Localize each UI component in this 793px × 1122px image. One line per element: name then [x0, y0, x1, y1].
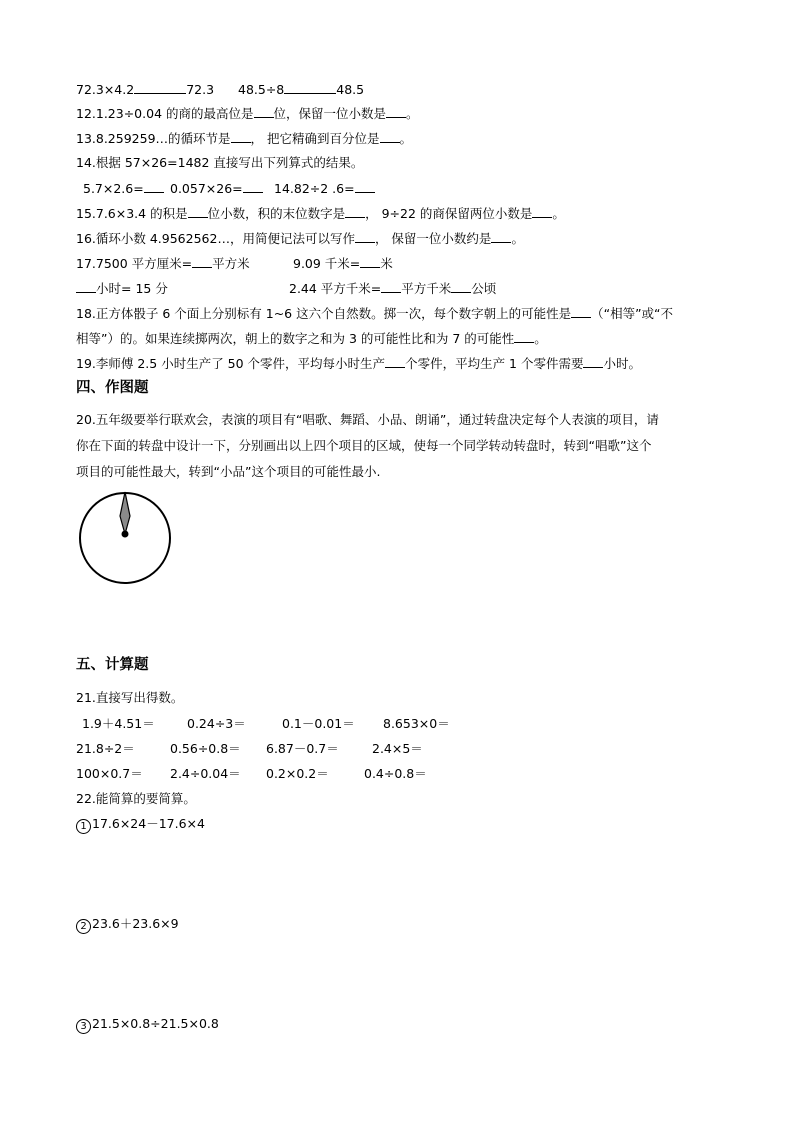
calc-item: 0.2×0.2＝ — [266, 766, 329, 781]
circled-number: 1 — [76, 819, 91, 834]
q17-a-unit: 平方米 — [212, 256, 250, 271]
q15-text-4: 。 — [552, 206, 565, 221]
answer-blank[interactable] — [386, 105, 406, 118]
section-heading-drawing: 四、作图题 — [76, 380, 149, 396]
q11-b-expr: 48.5÷8 — [238, 82, 285, 97]
q11-a-expr: 72.3×4.2 — [76, 82, 135, 97]
answer-blank[interactable] — [381, 280, 401, 293]
question-20-line-1: 20.五年级要举行联欢会，表演的项目有“唱歌、舞蹈、小品、朗诵”，通过转盘决定每个人表演的项目，请 — [76, 412, 659, 427]
q19-text-3: 小时。 — [603, 356, 641, 371]
q22-expr: 21.5×0.8÷21.5×0.8 — [92, 1016, 219, 1031]
answer-blank[interactable] — [76, 280, 96, 293]
q12-text-3: 。 — [406, 106, 419, 121]
q18-text-4: 。 — [534, 331, 547, 346]
calc-item: 100×0.7＝ — [76, 766, 143, 781]
spinner-pivot — [122, 531, 129, 538]
circled-number: 2 — [76, 919, 91, 934]
answer-blank[interactable] — [345, 205, 365, 218]
question-18-line-1 — [76, 305, 673, 322]
q17-a-text: 17.7500 平方厘米= — [76, 256, 193, 271]
q14-c: 14.82÷2 .6= — [274, 181, 355, 196]
q17-c-text: 小时= 15 分 — [96, 281, 168, 296]
question-12 — [76, 105, 419, 122]
q12-text-2: 位，保留一位小数是 — [273, 106, 387, 121]
answer-blank[interactable] — [451, 280, 471, 293]
question-15 — [76, 205, 565, 222]
q22-item-3 — [76, 1016, 219, 1034]
q11-a-rhs: 72.3 — [186, 82, 215, 97]
q19-text-2: 个零件，平均生产 1 个零件需要 — [405, 356, 584, 371]
q15-text-1: 15.7.6×3.4 的积是 — [76, 206, 188, 221]
calc-item: 1.9＋4.51＝ — [82, 716, 155, 731]
q17-b-unit: 米 — [380, 256, 393, 271]
answer-blank[interactable] — [583, 355, 603, 368]
answer-blank[interactable] — [532, 205, 552, 218]
answer-blank[interactable] — [385, 355, 405, 368]
q22-item-2 — [76, 916, 179, 934]
q13-text-1: 13.8.259259…的循环节是 — [76, 131, 231, 146]
answer-blank[interactable] — [491, 230, 511, 243]
q14-a: 5.7×2.6= — [83, 181, 144, 196]
answer-blank[interactable] — [144, 180, 164, 193]
answer-blank[interactable] — [192, 255, 212, 268]
answer-blank[interactable] — [571, 305, 591, 318]
q22-item-1 — [76, 816, 205, 834]
question-16 — [76, 230, 524, 247]
answer-blank[interactable] — [355, 180, 375, 193]
q22-expr: 17.6×24－17.6×4 — [92, 816, 205, 831]
q17-d-unit: 平方千米 — [401, 281, 452, 296]
circled-number: 3 — [76, 1019, 91, 1034]
q18-text-1: 18.正方体骰子 6 个面上分别标有 1~6 这六个自然数。掷一次，每个数字朝上的可能性是 — [76, 306, 572, 321]
question-20-line-3: 项目的可能性最大，转到“小品”这个项目的可能性最小. — [76, 464, 381, 479]
answer-blank[interactable] — [355, 230, 375, 243]
q16-text-3: 。 — [511, 231, 524, 246]
answer-blank[interactable] — [360, 255, 380, 268]
answer-blank[interactable] — [134, 81, 186, 94]
question-19 — [76, 355, 641, 372]
q15-text-2: 位小数，积的末位数字是 — [207, 206, 346, 221]
question-13 — [76, 130, 412, 147]
q11-b-rhs: 48.5 — [336, 82, 365, 97]
calc-item: 0.4÷0.8＝ — [364, 766, 427, 781]
q13-text-3: 。 — [399, 131, 413, 146]
q14-b: 0.057×26= — [170, 181, 243, 196]
question-18-line-2 — [76, 330, 547, 347]
q12-text-1: 12.1.23÷0.04 的商的最高位是 — [76, 106, 254, 121]
answer-blank[interactable] — [514, 330, 534, 343]
spinner-pointer — [120, 492, 130, 534]
q17-d-unit-2: 公顷 — [471, 281, 497, 296]
q17-d-text: 2.44 平方千米= — [289, 281, 382, 296]
calc-item: 2.4÷0.04＝ — [170, 766, 241, 781]
spinner-dial[interactable] — [78, 490, 174, 586]
question-21-title: 21.直接写出得数。 — [76, 690, 184, 705]
q15-text-3: ， 9÷22 的商保留两位小数是 — [365, 206, 533, 221]
calc-item: 0.24÷3＝ — [187, 716, 246, 731]
answer-blank[interactable] — [231, 130, 251, 143]
answer-blank[interactable] — [380, 130, 400, 143]
answer-blank[interactable] — [284, 81, 336, 94]
answer-blank[interactable] — [243, 180, 263, 193]
q13-text-2: ， 把它精确到百分位是 — [250, 131, 380, 146]
q16-text-1: 16.循环小数 4.9562562…，用简便记法可以写作 — [76, 231, 355, 246]
question-20-line-2: 你在下面的转盘中设计一下，分别画出以上四个项目的区域，使每一个同学转动转盘时，转到“唱歌”这个 — [76, 438, 652, 453]
section-heading-calculation: 五、计算题 — [76, 657, 149, 673]
question-22-title: 22.能简算的要简算。 — [76, 791, 196, 806]
q19-text-1: 19.李师傅 2.5 小时生产了 50 个零件，平均每小时生产 — [76, 356, 386, 371]
calc-item: 8.653×0＝ — [383, 716, 450, 731]
calc-item: 21.8÷2＝ — [76, 741, 135, 756]
calc-item: 6.87－0.7＝ — [266, 741, 339, 756]
question-14: 14.根据 57×26=1482 直接写出下列算式的结果。 — [76, 155, 364, 170]
answer-blank[interactable] — [188, 205, 208, 218]
q17-b-text: 9.09 千米= — [293, 256, 361, 271]
calc-item: 0.56÷0.8＝ — [170, 741, 241, 756]
answer-blank[interactable] — [254, 105, 274, 118]
q18-text-3: 相等”）的。如果连续掷两次，朝上的数字之和为 3 的可能性比和为 7 的可能性 — [76, 331, 515, 346]
q16-text-2: ， 保留一位小数约是 — [374, 231, 492, 246]
calc-item: 0.1－0.01＝ — [282, 716, 355, 731]
q18-text-2: （“相等”或“不 — [591, 306, 674, 321]
calc-item: 2.4×5＝ — [372, 741, 423, 756]
q22-expr: 23.6＋23.6×9 — [92, 916, 179, 931]
